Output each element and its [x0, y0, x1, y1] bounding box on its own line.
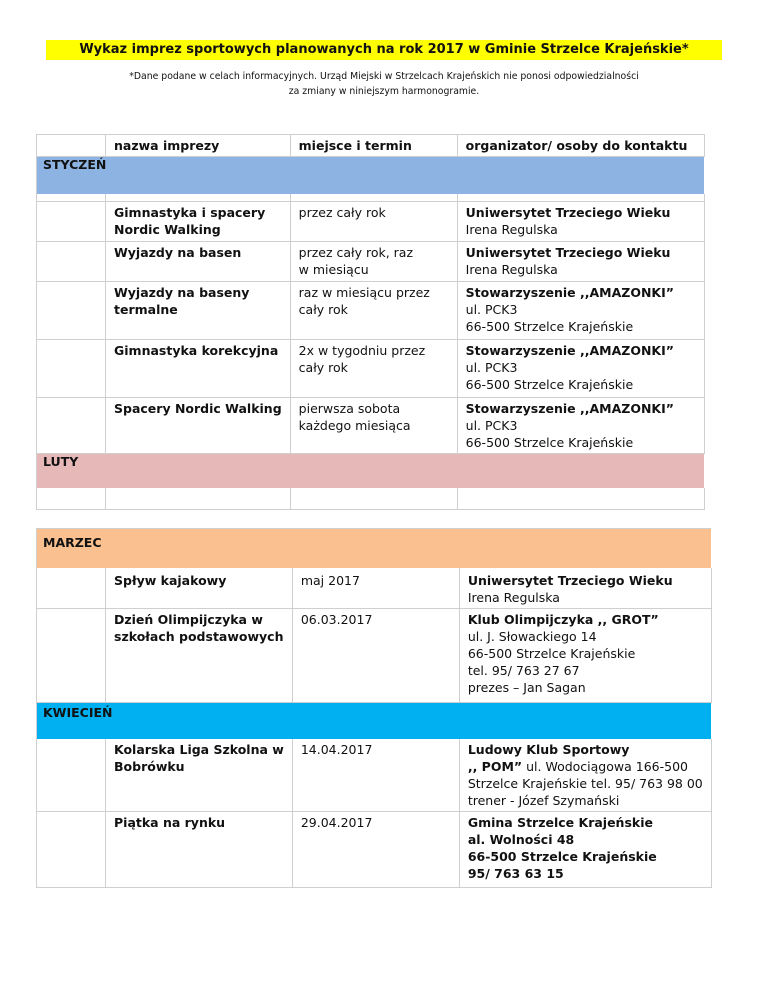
table-row	[37, 242, 705, 282]
event-place: przez cały rok, raz w miesiącu	[290, 242, 457, 282]
month-row-styczen	[37, 157, 705, 194]
event-name: Wyjazdy na basen	[106, 242, 291, 282]
schedule-table-1	[36, 134, 705, 510]
disclaimer-line-1: *Dane podane w celach informacyjnych. Urząd Miejski w Strzelcach Krajeńskich nie ponosi odpowiedzialności	[129, 71, 639, 82]
month-row-luty	[37, 454, 705, 488]
header-organizer: organizator/ osoby do kontaktu	[457, 135, 704, 157]
event-name: Gimnastyka i spacery Nordic Walking	[106, 202, 291, 242]
disclaimer-line-2: za zmiany w niniejszym harmonogramie.	[288, 86, 480, 97]
month-row-kwiecien	[37, 703, 712, 739]
event-organizer: Stowarzyszenie ,,AMAZONKI” ul. PCK3 66-500 Strzelce Krajeńskie	[457, 398, 704, 454]
event-place: maj 2017	[292, 568, 459, 609]
event-place: 2x w tygodniu przez cały rok	[290, 340, 457, 398]
event-name: Wyjazdy na baseny termalne	[106, 282, 291, 340]
event-name: Gimnastyka korekcyjna	[106, 340, 291, 398]
header-row	[37, 135, 705, 157]
event-place: pierwsza sobota każdego miesiąca	[290, 398, 457, 454]
event-place: raz w miesiącu przez cały rok	[290, 282, 457, 340]
event-organizer: Uniwersytet Trzeciego Wieku Irena Regulska	[457, 242, 704, 282]
table-row	[37, 811, 712, 887]
event-organizer: Ludowy Klub Sportowy ,, POM” ul. Wodociągowa 166-500 Strzelce Krajeńskie tel. 95/ 763 98 00 trener - Józef Szymański	[459, 739, 711, 812]
table-row	[37, 398, 705, 454]
event-name: Dzień Olimpijczyka w szkołach podstawowych	[106, 609, 293, 703]
event-name: Piątka na rynku	[106, 811, 293, 887]
event-place: 29.04.2017	[292, 811, 459, 887]
table-row	[37, 739, 712, 812]
table-row	[37, 340, 705, 398]
month-row-marzec	[37, 529, 712, 568]
event-organizer: Stowarzyszenie ,,AMAZONKI” ul. PCK3 66-500 Strzelce Krajeńskie	[457, 282, 704, 340]
event-place: 14.04.2017	[292, 739, 459, 812]
event-place: 06.03.2017	[292, 609, 459, 703]
spacer-row	[37, 194, 705, 202]
disclaimer-note	[80, 69, 688, 99]
event-name: Spływ kajakowy	[106, 568, 293, 609]
event-name: Kolarska Liga Szkolna w Bobrówku	[106, 739, 293, 812]
event-place: przez cały rok	[290, 202, 457, 242]
month-label-luty: LUTY	[37, 454, 705, 488]
table-row	[37, 568, 712, 609]
event-organizer: Klub Olimpijczyka ,, GROT” ul. J. Słowackiego 14 66-500 Strzelce Krajeńskie tel. 95/ 763 27 67 prezes – Jan Sagan	[459, 609, 711, 703]
table-row	[37, 282, 705, 340]
table-row	[37, 202, 705, 242]
event-organizer: Stowarzyszenie ,,AMAZONKI” ul. PCK3 66-500 Strzelce Krajeńskie	[457, 340, 704, 398]
document-title: Wykaz imprez sportowych planowanych na rok 2017 w Gminie Strzelce Krajeńskie*	[46, 40, 722, 60]
month-label-kwiecien: KWIECIEŃ	[37, 703, 712, 739]
empty-row	[37, 488, 705, 510]
event-organizer: Gmina Strzelce Krajeńskie al. Wolności 48 66-500 Strzelce Krajeńskie 95/ 763 63 15	[459, 811, 711, 887]
event-name: Spacery Nordic Walking	[106, 398, 291, 454]
event-organizer: Uniwersytet Trzeciego Wieku Irena Regulska	[459, 568, 711, 609]
header-place: miejsce i termin	[290, 135, 457, 157]
month-label-marzec: MARZEC	[37, 529, 712, 568]
schedule-table-2	[36, 528, 712, 888]
month-label-styczen: STYCZEŃ	[37, 157, 705, 194]
header-name: nazwa imprezy	[106, 135, 291, 157]
table-row	[37, 609, 712, 703]
event-organizer: Uniwersytet Trzeciego Wieku Irena Regulska	[457, 202, 704, 242]
